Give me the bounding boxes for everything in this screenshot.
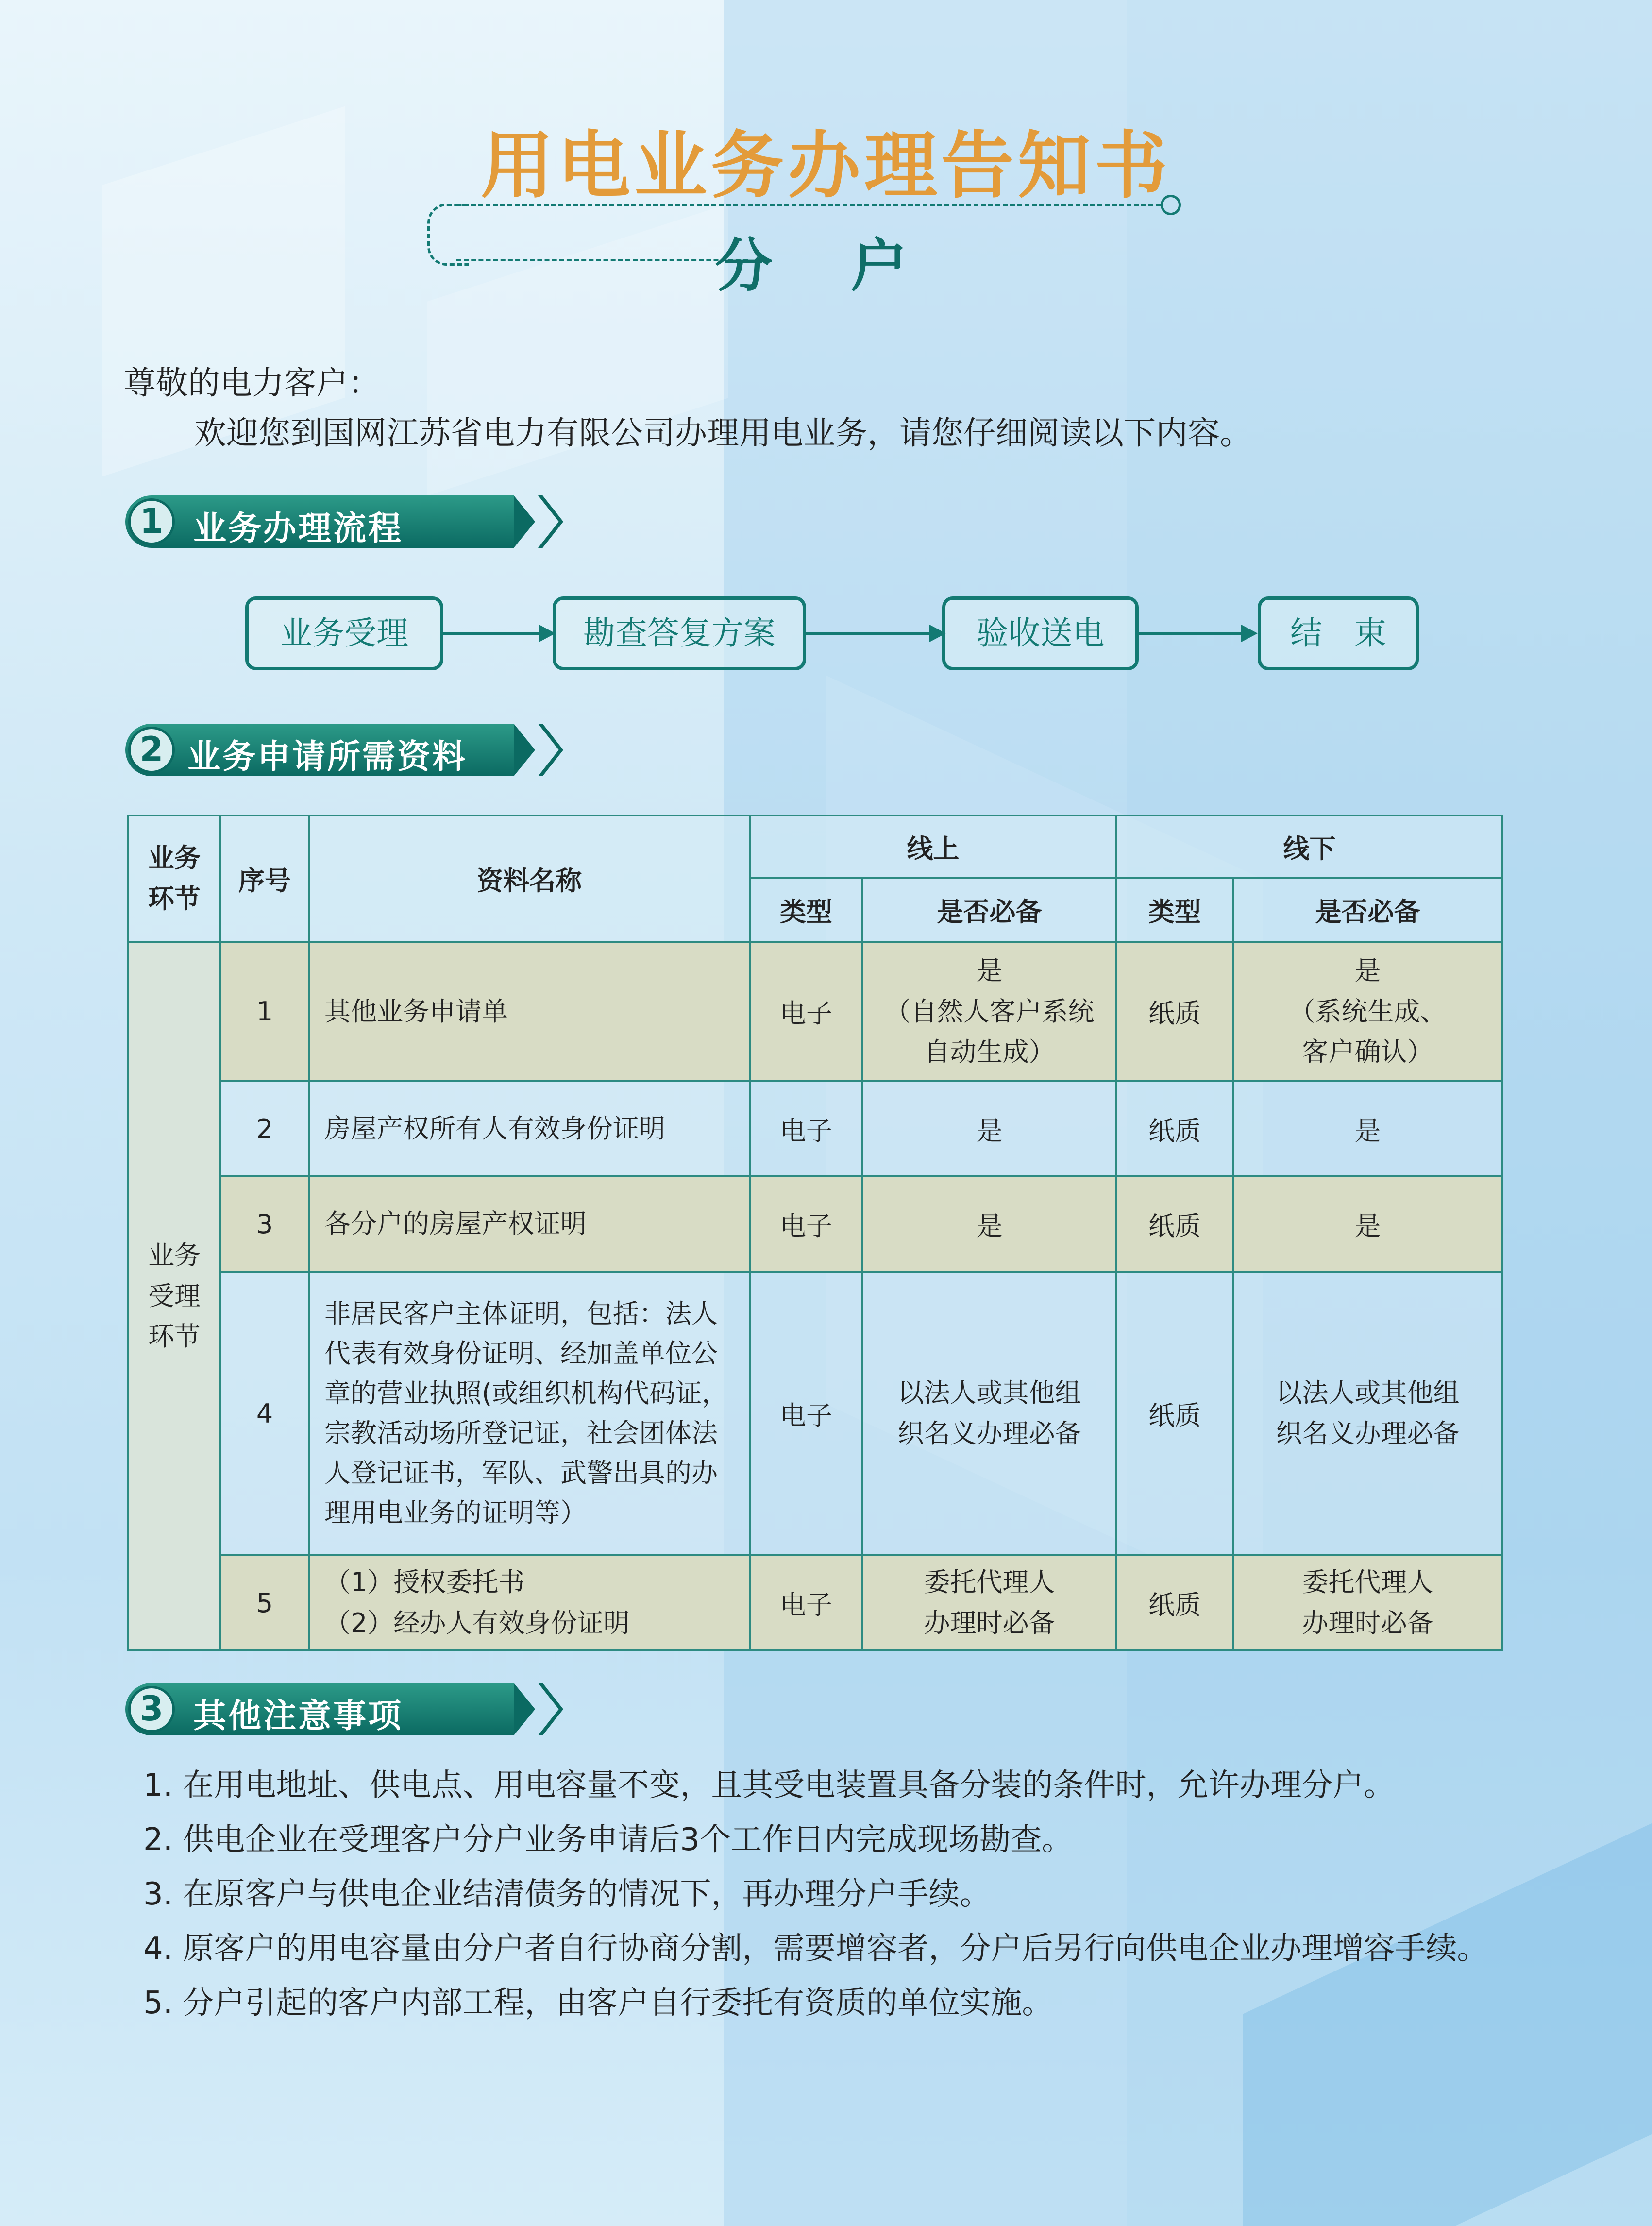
section-number: 1 — [128, 498, 175, 545]
offline-type-cell: 纸质 — [1116, 1555, 1233, 1650]
table-row — [128, 1555, 1502, 1650]
intro-text: 欢迎您到国网江苏省电力有限公司办理用电业务，请您仔细阅读以下内容。 — [194, 414, 1252, 452]
notes-list — [143, 1758, 1488, 2030]
list-item: 5. 分户引起的客户内部工程，由客户自行委托有资质的单位实施。 — [143, 1985, 1053, 2021]
offline-type-cell: 纸质 — [1116, 1176, 1233, 1272]
header-stage-text: 业务 环节 — [148, 843, 201, 914]
section-label: 业务办理流程 — [193, 510, 404, 548]
arrow-right-icon — [1241, 625, 1258, 642]
flow-connector — [443, 632, 550, 635]
table-row — [128, 1272, 1502, 1555]
table-row — [128, 1176, 1502, 1272]
offline-required-cell: 是 （系统生成、 客户确认） — [1233, 942, 1502, 1081]
table-row — [128, 942, 1502, 1081]
flow-step: 结 束 — [1258, 596, 1419, 670]
section-label: 业务申请所需资料 — [187, 738, 468, 776]
table-row — [128, 1081, 1502, 1176]
list-item: 1. 在用电地址、供电点、用电容量不变，且其受电装置具备分装的条件时，允许办理分户。 — [143, 1767, 1395, 1803]
page-subtitle: 分 户 — [715, 232, 937, 299]
online-required-cell: 以法人或其他组 织名义办理必备 — [862, 1272, 1116, 1555]
seq-cell: 3 — [220, 1176, 309, 1272]
offline-required-cell: 是 — [1233, 1081, 1502, 1176]
offline-type-cell: 纸质 — [1116, 1272, 1233, 1555]
process-flow — [0, 596, 1652, 674]
chevron-right-icon — [538, 495, 563, 548]
header-name: 资料名称 — [309, 816, 750, 942]
seq-cell: 1 — [220, 942, 309, 1081]
name-cell: 房屋产权所有人有效身份证明 — [309, 1081, 750, 1176]
name-cell: 其他业务申请单 — [309, 942, 750, 1081]
header-offline-required: 是否必备 — [1233, 878, 1502, 942]
offline-required-cell: 委托代理人 办理时必备 — [1233, 1555, 1502, 1650]
page-title: 用电业务办理告知书 — [480, 124, 1171, 208]
name-cell: （1）授权委托书 （2）经办人有效身份证明 — [309, 1555, 750, 1650]
flow-connector — [806, 632, 942, 635]
online-required-cell: 委托代理人 办理时必备 — [862, 1555, 1116, 1650]
flow-step: 验收送电 — [942, 596, 1139, 670]
section-header-materials — [125, 724, 562, 776]
online-type-cell: 电子 — [750, 1081, 862, 1176]
materials-table — [127, 815, 1503, 1651]
ring-ornament — [1161, 195, 1181, 215]
header-online-required: 是否必备 — [862, 878, 1116, 942]
offline-required-cell: 是 — [1233, 1176, 1502, 1272]
header-seq: 序号 — [220, 816, 309, 942]
seq-cell: 2 — [220, 1081, 309, 1176]
offline-type-cell: 纸质 — [1116, 1081, 1233, 1176]
greeting: 尊敬的电力客户： — [124, 364, 380, 402]
online-required-cell: 是 （自然人客户系统 自动生成） — [862, 942, 1116, 1081]
chevron-right-icon — [538, 724, 563, 776]
section-label: 其他注意事项 — [193, 1697, 404, 1735]
flow-connector — [1139, 632, 1248, 635]
section-arrow — [514, 495, 535, 548]
section-number: 2 — [128, 727, 175, 773]
flow-step: 业务受理 — [245, 596, 443, 670]
header-offline-type: 类型 — [1116, 878, 1233, 942]
name-cell: 各分户的房屋产权证明 — [309, 1176, 750, 1272]
header-online-type: 类型 — [750, 878, 862, 942]
dashed-line — [456, 204, 1161, 206]
list-item: 3. 在原客户与供电企业结清债务的情况下，再办理分户手续。 — [143, 1876, 991, 1912]
seq-cell: 4 — [220, 1272, 309, 1555]
online-required-cell: 是 — [862, 1081, 1116, 1176]
stage-text: 业务 受理 环节 — [148, 1240, 201, 1352]
online-type-cell: 电子 — [750, 1272, 862, 1555]
offline-type-cell: 纸质 — [1116, 942, 1233, 1081]
offline-required-cell: 以法人或其他组 织名义办理必备 — [1233, 1272, 1502, 1555]
header-stage — [128, 816, 220, 942]
online-type-cell: 电子 — [750, 1555, 862, 1650]
section-header-process — [125, 495, 562, 548]
section-number: 3 — [128, 1686, 175, 1733]
online-type-cell: 电子 — [750, 1176, 862, 1272]
chevron-right-icon — [538, 1683, 563, 1735]
section-arrow — [514, 724, 535, 776]
seq-cell: 5 — [220, 1555, 309, 1650]
header-online: 线上 — [750, 816, 1116, 878]
header-offline: 线下 — [1116, 816, 1502, 878]
name-cell: 非居民客户主体证明，包括：法人 代表有效身份证明、经加盖单位公 章的营业执照(或组织机构代码证， 宗教活动场所登记证，社会团体法 人登记证书，军队、武警出具的办 理用电业务的证明等） — [309, 1272, 750, 1555]
online-type-cell: 电子 — [750, 942, 862, 1081]
online-required-cell: 是 — [862, 1176, 1116, 1272]
list-item: 2. 供电企业在受理客户分户业务申请后3个工作日内完成现场勘查。 — [143, 1822, 1073, 1858]
flow-step: 勘查答复方案 — [553, 596, 806, 670]
list-item: 4. 原客户的用电容量由分户者自行协商分割，需要增容者，分户后另行向供电企业办理增容手续。 — [143, 1931, 1488, 1967]
section-header-notes — [125, 1683, 562, 1735]
section-arrow — [514, 1683, 535, 1735]
stage-cell — [128, 942, 220, 1650]
